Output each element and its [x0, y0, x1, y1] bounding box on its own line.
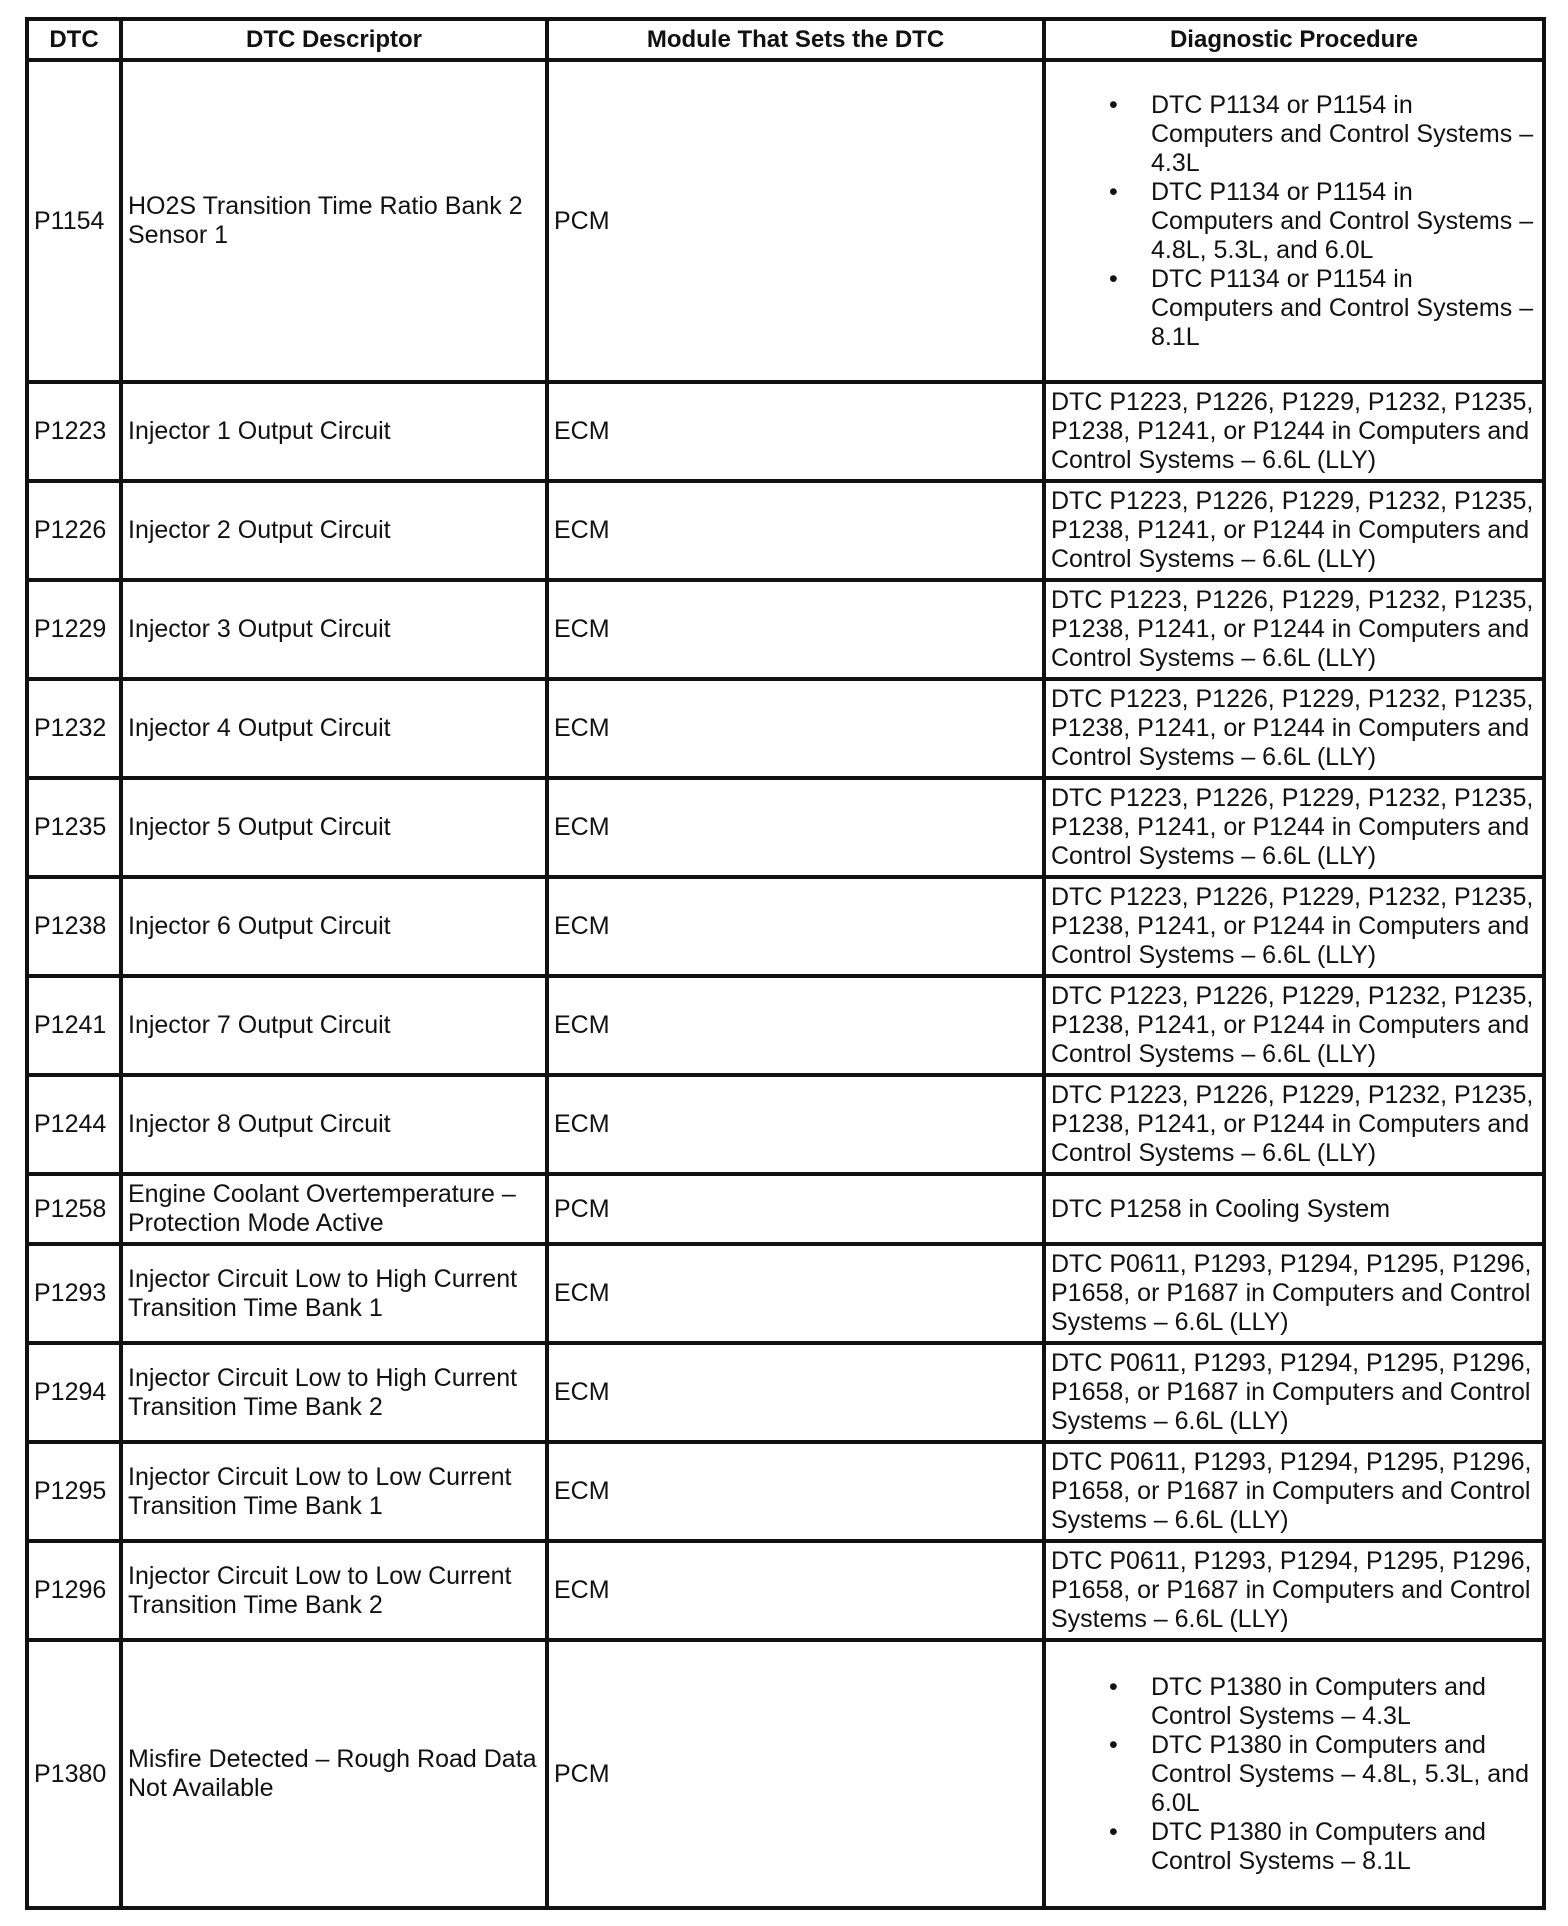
dtc-descriptor: Injector 1 Output Circuit: [121, 382, 547, 481]
dtc-module: ECM: [547, 679, 1044, 778]
dtc-procedure: DTC P1223, P1226, P1229, P1232, P1235, P1238, P1241, or P1244 in Computers and Control Systems – 6.6L (LLY): [1044, 580, 1544, 679]
dtc-descriptor: Injector Circuit Low to Low Current Transition Time Bank 2: [121, 1541, 547, 1640]
dtc-code: P1380: [27, 1640, 121, 1908]
dtc-code: P1235: [27, 778, 121, 877]
dtc-descriptor: Injector 5 Output Circuit: [121, 778, 547, 877]
dtc-descriptor: Injector 3 Output Circuit: [121, 580, 547, 679]
dtc-module: ECM: [547, 976, 1044, 1075]
dtc-code: P1294: [27, 1343, 121, 1442]
dtc-descriptor: HO2S Transition Time Ratio Bank 2 Sensor 1: [121, 60, 547, 382]
dtc-descriptor: Injector 2 Output Circuit: [121, 481, 547, 580]
table-row: [27, 1640, 1544, 1908]
dtc-descriptor: Injector Circuit Low to High Current Transition Time Bank 2: [121, 1343, 547, 1442]
dtc-procedure: DTC P1223, P1226, P1229, P1232, P1235, P1238, P1241, or P1244 in Computers and Control Systems – 6.6L (LLY): [1044, 679, 1544, 778]
procedure-item: [1051, 1673, 1537, 1731]
dtc-code: P1296: [27, 1541, 121, 1640]
dtc-procedure: DTC P0611, P1293, P1294, P1295, P1296, P1658, or P1687 in Computers and Control Systems – 6.6L (LLY): [1044, 1541, 1544, 1640]
dtc-procedure: DTC P1223, P1226, P1229, P1232, P1235, P1238, P1241, or P1244 in Computers and Control Systems – 6.6L (LLY): [1044, 778, 1544, 877]
dtc-module: ECM: [547, 778, 1044, 877]
dtc-code: P1241: [27, 976, 121, 1075]
dtc-procedure: DTC P1223, P1226, P1229, P1232, P1235, P1238, P1241, or P1244 in Computers and Control Systems – 6.6L (LLY): [1044, 976, 1544, 1075]
procedure-item: [1051, 265, 1537, 352]
dtc-descriptor: Injector 4 Output Circuit: [121, 679, 547, 778]
procedure-item-text: DTC P1380 in Computers and Control Systems – 4.8L, 5.3L, and 6.0L: [1151, 1730, 1529, 1817]
dtc-module: ECM: [547, 1541, 1044, 1640]
table-row: [27, 580, 1544, 679]
dtc-descriptor: Misfire Detected – Rough Road Data Not Available: [121, 1640, 547, 1908]
bullet-icon: •: [1109, 90, 1118, 119]
dtc-module: ECM: [547, 1343, 1044, 1442]
dtc-descriptor: Engine Coolant Overtemperature – Protection Mode Active: [121, 1174, 547, 1244]
dtc-code: P1232: [27, 679, 121, 778]
procedure-item: [1051, 178, 1537, 265]
procedure-item-text: DTC P1380 in Computers and Control Systems – 8.1L: [1151, 1817, 1486, 1875]
dtc-code: P1238: [27, 877, 121, 976]
bullet-icon: •: [1109, 1672, 1118, 1701]
dtc-code: P1244: [27, 1075, 121, 1174]
dtc-descriptor: Injector 6 Output Circuit: [121, 877, 547, 976]
dtc-module: ECM: [547, 877, 1044, 976]
table-row: [27, 1244, 1544, 1343]
table-row: [27, 1343, 1544, 1442]
table-row: [27, 679, 1544, 778]
header-dtc: DTC: [27, 19, 121, 60]
dtc-module: PCM: [547, 1640, 1044, 1908]
dtc-code: P1229: [27, 580, 121, 679]
dtc-code: P1226: [27, 481, 121, 580]
dtc-procedure: [1044, 1640, 1544, 1908]
dtc-procedure: DTC P1223, P1226, P1229, P1232, P1235, P1238, P1241, or P1244 in Computers and Control Systems – 6.6L (LLY): [1044, 481, 1544, 580]
dtc-procedure: DTC P0611, P1293, P1294, P1295, P1296, P1658, or P1687 in Computers and Control Systems – 6.6L (LLY): [1044, 1343, 1544, 1442]
bullet-icon: •: [1109, 1817, 1118, 1846]
dtc-descriptor: Injector 8 Output Circuit: [121, 1075, 547, 1174]
table-row: [27, 1442, 1544, 1541]
procedure-item-text: DTC P1134 or P1154 in Computers and Control Systems – 4.8L, 5.3L, and 6.0L: [1151, 177, 1534, 264]
procedure-item-text: DTC P1380 in Computers and Control Systems – 4.3L: [1151, 1672, 1486, 1730]
table-row: [27, 60, 1544, 382]
dtc-descriptor: Injector Circuit Low to High Current Transition Time Bank 1: [121, 1244, 547, 1343]
dtc-module: ECM: [547, 382, 1044, 481]
table-row: [27, 382, 1544, 481]
dtc-procedure: DTC P1223, P1226, P1229, P1232, P1235, P1238, P1241, or P1244 in Computers and Control Systems – 6.6L (LLY): [1044, 1075, 1544, 1174]
table-row: [27, 1174, 1544, 1244]
dtc-procedure: DTC P0611, P1293, P1294, P1295, P1296, P1658, or P1687 in Computers and Control Systems – 6.6L (LLY): [1044, 1442, 1544, 1541]
dtc-procedure: [1044, 60, 1544, 382]
dtc-procedure: DTC P1223, P1226, P1229, P1232, P1235, P1238, P1241, or P1244 in Computers and Control Systems – 6.6L (LLY): [1044, 877, 1544, 976]
bullet-icon: •: [1109, 264, 1118, 293]
dtc-procedure: DTC P1223, P1226, P1229, P1232, P1235, P1238, P1241, or P1244 in Computers and Control Systems – 6.6L (LLY): [1044, 382, 1544, 481]
dtc-code: P1258: [27, 1174, 121, 1244]
dtc-procedure: DTC P1258 in Cooling System: [1044, 1174, 1544, 1244]
header-row: [27, 19, 1544, 60]
dtc-module: ECM: [547, 481, 1044, 580]
dtc-table: [25, 17, 1546, 1910]
dtc-module: PCM: [547, 1174, 1044, 1244]
dtc-descriptor: Injector 7 Output Circuit: [121, 976, 547, 1075]
dtc-module: ECM: [547, 1244, 1044, 1343]
dtc-code: P1293: [27, 1244, 121, 1343]
dtc-module: PCM: [547, 60, 1044, 382]
table-row: [27, 976, 1544, 1075]
dtc-code: P1154: [27, 60, 121, 382]
table-row: [27, 1075, 1544, 1174]
dtc-module: ECM: [547, 580, 1044, 679]
header-module: Module That Sets the DTC: [547, 19, 1044, 60]
bullet-icon: •: [1109, 1730, 1118, 1759]
table-row: [27, 778, 1544, 877]
header-procedure: Diagnostic Procedure: [1044, 19, 1544, 60]
dtc-module: ECM: [547, 1075, 1044, 1174]
header-descriptor: DTC Descriptor: [121, 19, 547, 60]
procedure-item: [1051, 1731, 1537, 1818]
table-row: [27, 877, 1544, 976]
dtc-code: P1295: [27, 1442, 121, 1541]
dtc-module: ECM: [547, 1442, 1044, 1541]
procedure-list: [1051, 1673, 1537, 1876]
dtc-code: P1223: [27, 382, 121, 481]
dtc-descriptor: Injector Circuit Low to Low Current Transition Time Bank 1: [121, 1442, 547, 1541]
table-row: [27, 481, 1544, 580]
procedure-item-text: DTC P1134 or P1154 in Computers and Control Systems – 4.3L: [1151, 90, 1534, 177]
procedure-item-text: DTC P1134 or P1154 in Computers and Control Systems – 8.1L: [1151, 264, 1534, 351]
procedure-item: [1051, 1818, 1537, 1876]
bullet-icon: •: [1109, 177, 1118, 206]
dtc-procedure: DTC P0611, P1293, P1294, P1295, P1296, P1658, or P1687 in Computers and Control Systems – 6.6L (LLY): [1044, 1244, 1544, 1343]
procedure-list: [1051, 91, 1537, 352]
procedure-item: [1051, 91, 1537, 178]
table-row: [27, 1541, 1544, 1640]
